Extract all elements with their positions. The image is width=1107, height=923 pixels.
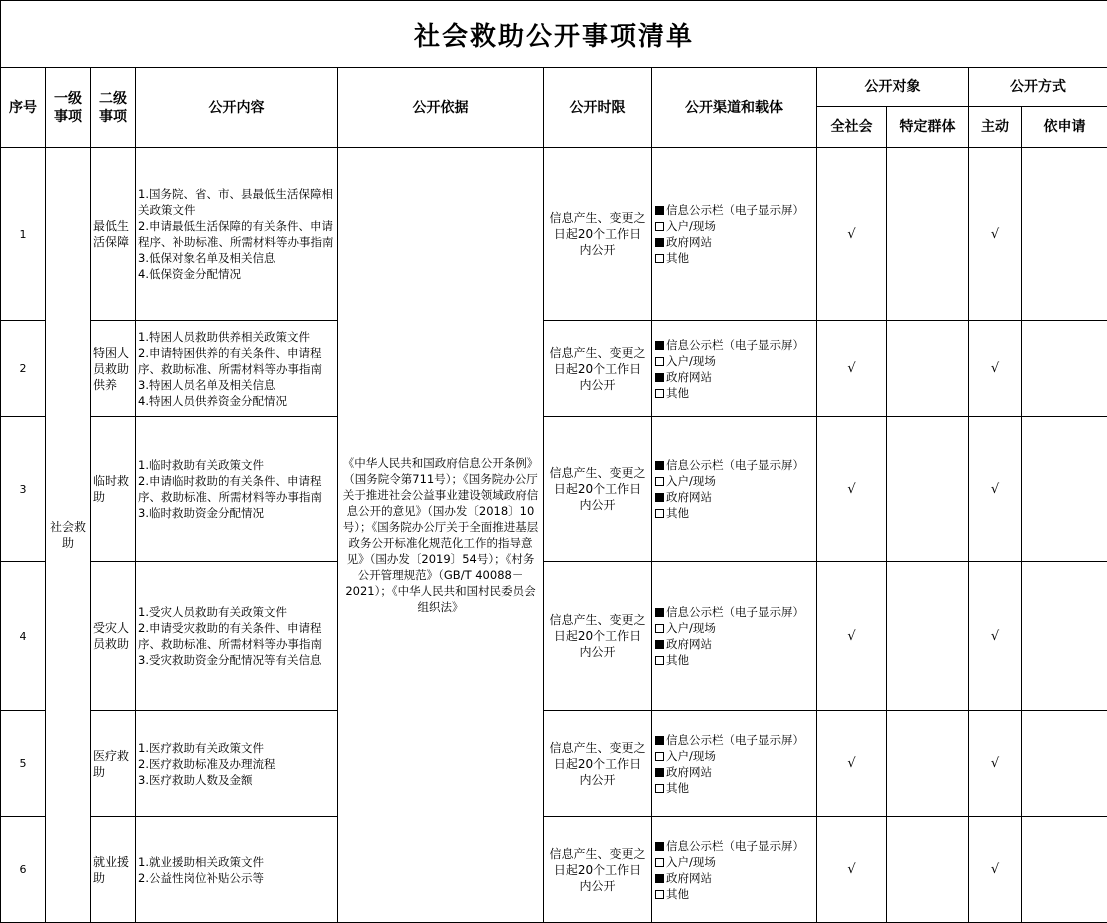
channel-option: 入户/现场: [655, 748, 813, 764]
target-all-check: √: [817, 321, 887, 417]
content-line: 4.低保资金分配情况: [138, 266, 335, 282]
level1-item: 社会救助: [46, 148, 91, 923]
content-line: 2.申请临时救助的有关条件、申请程序、救助标准、所需材料等办事指南: [138, 473, 335, 505]
channel-option: 其他: [655, 505, 813, 521]
channel-option: 信息公示栏（电子显示屏）: [655, 202, 813, 218]
level2-item: 就业援助: [91, 817, 136, 923]
row-channels: [652, 562, 817, 711]
row-channels: [652, 417, 817, 562]
table-row: [1, 321, 1107, 417]
header-method-apply: 依申请: [1022, 107, 1107, 148]
row-content: [136, 562, 338, 711]
content-line: 3.临时救助资金分配情况: [138, 505, 335, 521]
table-row: [1, 711, 1107, 817]
header-seq: 序号: [1, 68, 46, 148]
row-content: [136, 321, 338, 417]
method-apply-cell: [1022, 817, 1107, 923]
empty-box-icon: [655, 222, 664, 231]
checked-box-icon: [655, 736, 664, 745]
empty-box-icon: [655, 858, 664, 867]
checked-box-icon: [655, 842, 664, 851]
empty-box-icon: [655, 477, 664, 486]
header-target-all: 全社会: [817, 107, 887, 148]
method-active-check: √: [969, 321, 1022, 417]
header-level2: 二级事项: [91, 68, 136, 148]
channel-option: 信息公示栏（电子显示屏）: [655, 838, 813, 854]
content-line: 1.就业援助相关政策文件: [138, 854, 335, 870]
channel-option: 其他: [655, 886, 813, 902]
row-seq: 3: [1, 417, 46, 562]
channel-option: 入户/现场: [655, 353, 813, 369]
content-line: 2.医疗救助标准及办理流程: [138, 756, 335, 772]
level2-item: 医疗救助: [91, 711, 136, 817]
header-target: 公开对象: [817, 68, 969, 107]
target-group-cell: [887, 817, 969, 923]
row-seq: 4: [1, 562, 46, 711]
content-line: 3.受灾救助资金分配情况等有关信息: [138, 652, 335, 668]
checked-box-icon: [655, 768, 664, 777]
row-time-limit: 信息产生、变更之日起20个工作日内公开: [544, 321, 652, 417]
header-method: 公开方式: [969, 68, 1107, 107]
row-time-limit: 信息产生、变更之日起20个工作日内公开: [544, 562, 652, 711]
header-level1: 一级事项: [46, 68, 91, 148]
header-target-group: 特定群体: [887, 107, 969, 148]
target-all-check: √: [817, 562, 887, 711]
header-content: 公开内容: [136, 68, 338, 148]
header-basis: 公开依据: [338, 68, 544, 148]
method-apply-cell: [1022, 562, 1107, 711]
content-line: 1.受灾人员救助有关政策文件: [138, 604, 335, 620]
channel-option: 信息公示栏（电子显示屏）: [655, 732, 813, 748]
target-all-check: √: [817, 148, 887, 321]
content-line: 3.医疗救助人数及金额: [138, 772, 335, 788]
content-line: 1.特困人员救助供养相关政策文件: [138, 329, 335, 345]
table-body: [1, 148, 1107, 923]
content-line: 1.医疗救助有关政策文件: [138, 740, 335, 756]
channel-option: 政府网站: [655, 870, 813, 886]
table-row: [1, 417, 1107, 562]
checked-box-icon: [655, 206, 664, 215]
empty-box-icon: [655, 784, 664, 793]
row-time-limit: 信息产生、变更之日起20个工作日内公开: [544, 417, 652, 562]
content-line: 1.国务院、省、市、县最低生活保障相关政策文件: [138, 186, 335, 218]
header-method-active: 主动: [969, 107, 1022, 148]
channel-option: 其他: [655, 250, 813, 266]
channel-option: 入户/现场: [655, 473, 813, 489]
empty-box-icon: [655, 752, 664, 761]
content-line: 2.公益性岗位补贴公示等: [138, 870, 335, 886]
content-line: 2.申请特困供养的有关条件、申请程序、救助标准、所需材料等办事指南: [138, 345, 335, 377]
row-content: [136, 817, 338, 923]
channel-option: 政府网站: [655, 636, 813, 652]
target-group-cell: [887, 417, 969, 562]
channel-option: 政府网站: [655, 489, 813, 505]
target-group-cell: [887, 148, 969, 321]
checked-box-icon: [655, 874, 664, 883]
row-seq: 5: [1, 711, 46, 817]
method-active-check: √: [969, 711, 1022, 817]
target-all-check: √: [817, 817, 887, 923]
method-active-check: √: [969, 417, 1022, 562]
channel-option: 信息公示栏（电子显示屏）: [655, 604, 813, 620]
empty-box-icon: [655, 389, 664, 398]
method-apply-cell: [1022, 148, 1107, 321]
channel-option: 信息公示栏（电子显示屏）: [655, 337, 813, 353]
checked-box-icon: [655, 238, 664, 247]
channel-option: 信息公示栏（电子显示屏）: [655, 457, 813, 473]
checked-box-icon: [655, 640, 664, 649]
method-active-check: √: [969, 148, 1022, 321]
channel-option: 其他: [655, 780, 813, 796]
channel-option: 入户/现场: [655, 854, 813, 870]
target-group-cell: [887, 711, 969, 817]
channel-option: 政府网站: [655, 369, 813, 385]
method-active-check: √: [969, 562, 1022, 711]
table-row: [1, 148, 1107, 321]
row-time-limit: 信息产生、变更之日起20个工作日内公开: [544, 148, 652, 321]
header-channel: 公开渠道和载体: [652, 68, 817, 148]
header-time-limit: 公开时限: [544, 68, 652, 148]
checked-box-icon: [655, 461, 664, 470]
level2-item: 最低生活保障: [91, 148, 136, 321]
row-channels: [652, 148, 817, 321]
level2-item: 临时救助: [91, 417, 136, 562]
row-content: [136, 711, 338, 817]
channel-option: 其他: [655, 385, 813, 401]
basis-text: 《中华人民共和国政府信息公开条例》（国务院令第711号）；《国务院办公厅关于推进社会公益事业建设领域政府信息公开的意见》（国办发〔2018〕10号）；《国务院办公厅关于全面推进基层政务公开标准化规范化工作的指导意见》（国办发〔2019〕54号）；《村务公开管理规范》（GB/T 40088－2021）；《中华人民共和国村民委员会组织法》: [338, 148, 544, 923]
content-line: 2.申请受灾救助的有关条件、申请程序、救助标准、所需材料等办事指南: [138, 620, 335, 652]
row-seq: 6: [1, 817, 46, 923]
channel-option: 其他: [655, 652, 813, 668]
target-all-check: √: [817, 417, 887, 562]
row-channels: [652, 817, 817, 923]
empty-box-icon: [655, 656, 664, 665]
content-line: 4.特困人员供养资金分配情况: [138, 393, 335, 409]
row-time-limit: 信息产生、变更之日起20个工作日内公开: [544, 817, 652, 923]
row-channels: [652, 321, 817, 417]
level2-item: 特困人员救助供养: [91, 321, 136, 417]
method-active-check: √: [969, 817, 1022, 923]
empty-box-icon: [655, 509, 664, 518]
target-all-check: √: [817, 711, 887, 817]
row-seq: 2: [1, 321, 46, 417]
channel-option: 入户/现场: [655, 620, 813, 636]
content-line: 1.临时救助有关政策文件: [138, 457, 335, 473]
content-line: 2.申请最低生活保障的有关条件、申请程序、补助标准、所需材料等办事指南: [138, 218, 335, 250]
channel-option: 政府网站: [655, 764, 813, 780]
level2-item: 受灾人员救助: [91, 562, 136, 711]
row-content: [136, 148, 338, 321]
empty-box-icon: [655, 357, 664, 366]
channel-option: 入户/现场: [655, 218, 813, 234]
target-group-cell: [887, 562, 969, 711]
empty-box-icon: [655, 890, 664, 899]
method-apply-cell: [1022, 321, 1107, 417]
checked-box-icon: [655, 493, 664, 502]
empty-box-icon: [655, 254, 664, 263]
empty-box-icon: [655, 624, 664, 633]
row-content: [136, 417, 338, 562]
table-row: [1, 562, 1107, 711]
content-line: 3.低保对象名单及相关信息: [138, 250, 335, 266]
checked-box-icon: [655, 373, 664, 382]
checked-box-icon: [655, 608, 664, 617]
table-row: [1, 817, 1107, 923]
target-group-cell: [887, 321, 969, 417]
method-apply-cell: [1022, 711, 1107, 817]
page-title: 社会救助公开事项清单: [1, 1, 1107, 68]
row-time-limit: 信息产生、变更之日起20个工作日内公开: [544, 711, 652, 817]
channel-option: 政府网站: [655, 234, 813, 250]
content-line: 3.特困人员名单及相关信息: [138, 377, 335, 393]
checked-box-icon: [655, 341, 664, 350]
method-apply-cell: [1022, 417, 1107, 562]
row-seq: 1: [1, 148, 46, 321]
row-channels: [652, 711, 817, 817]
